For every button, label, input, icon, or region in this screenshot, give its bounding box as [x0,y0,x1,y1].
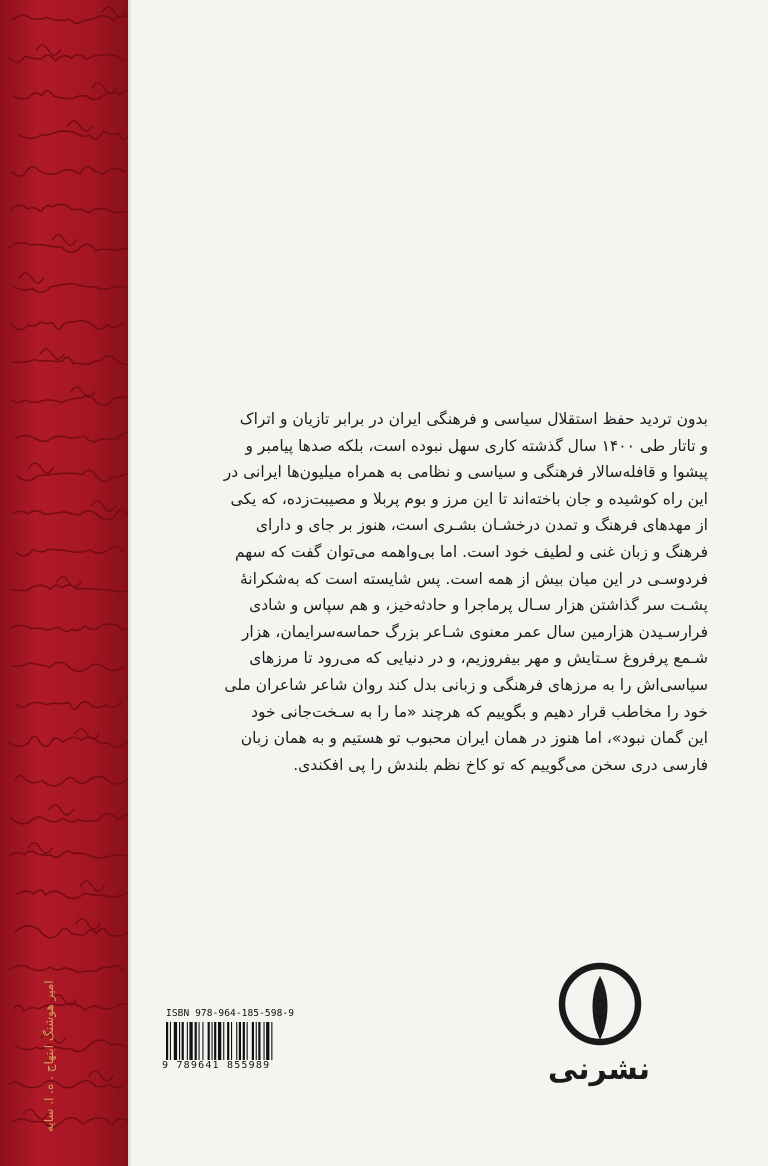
blurb-line: پشـت سر گذاشتن هزار سـال پرماجرا و حادثه‌خیز، و هم سپاس و شادی [249,596,708,615]
blurb-line: فردوسـی در این میان بیش از همه است. پس شایسته است که به‌شکرانهٔ [239,569,708,588]
blurb-line: بدون تردید حفظ استقلال سیاسی و فرهنگی ایران در برابر تازیان و اتراک [239,410,708,428]
isbn-barcode [162,1008,312,1076]
blurb-line: این راه کوشیده و جان باخته‌اند تا این مرز و بوم پربلا و مصیبت‌زده، که یکی [230,489,708,508]
blurb-line: و تاتار طی ۱۴۰۰ سال گذشته کاری سهل نبوده است، بلکه صدها پیامبر و [245,436,708,455]
blurb-line: فرارسـیدن هزارمین سال عمر معنوی شـاعر بزرگ حماسه‌سرایمان، هزار [241,622,708,641]
blurb-line: فارسی دری سخن می‌گوییم که تو کاخ نظم بلندش را پی افکندی. [293,755,708,774]
blurb-line: فرهنگ و زبان غنی و لطیف خود است. اما بی‌واهمه می‌توان گفت که سهم [234,542,708,561]
back-cover-blurb [163,406,708,778]
blurb-line: سیاسی‌اش را به مرزهای فرهنگی و زبانی بدل کند روان شاعر شاعران ملی [224,675,708,694]
calligraphy-pattern [0,0,128,1166]
barcode-bars [166,1022,308,1060]
blurb-line: از مهدهای فرهنگ و تمدن درخشـان بشـری است، هنوز بر جای و دارای [255,516,708,535]
barcode-digits: 9 789641 855989 [162,1060,271,1071]
spine [0,0,128,1166]
publisher-name: نشرنی [547,1052,650,1087]
blurb-line: این گمان نبود»، اما هنوز در همان ایران محبوب تو هستیم و به همان زبان [240,729,708,748]
spine-edge [128,0,132,1166]
spine-title: امير هوشنگ ابتهاج . ه. ا. سايه [42,980,56,1132]
blurb-line: خود را مخاطب قرار دهیم و بگوییم که هرچند «ما را به سـخت‌جانی خود [251,702,708,721]
isbn-label: ISBN 978-964-185-598-9 [166,1008,295,1019]
blurb-line: شـمع پرفروغ سـتایش و مهر بیفروزیم، و در دنیایی که می‌رود تا مرزهای [249,649,708,668]
blurb-line: پیشوا و قافله‌سالار فرهنگی و سیاسی و نظامی به همراه میلیون‌ها ایرانی در [223,463,708,482]
